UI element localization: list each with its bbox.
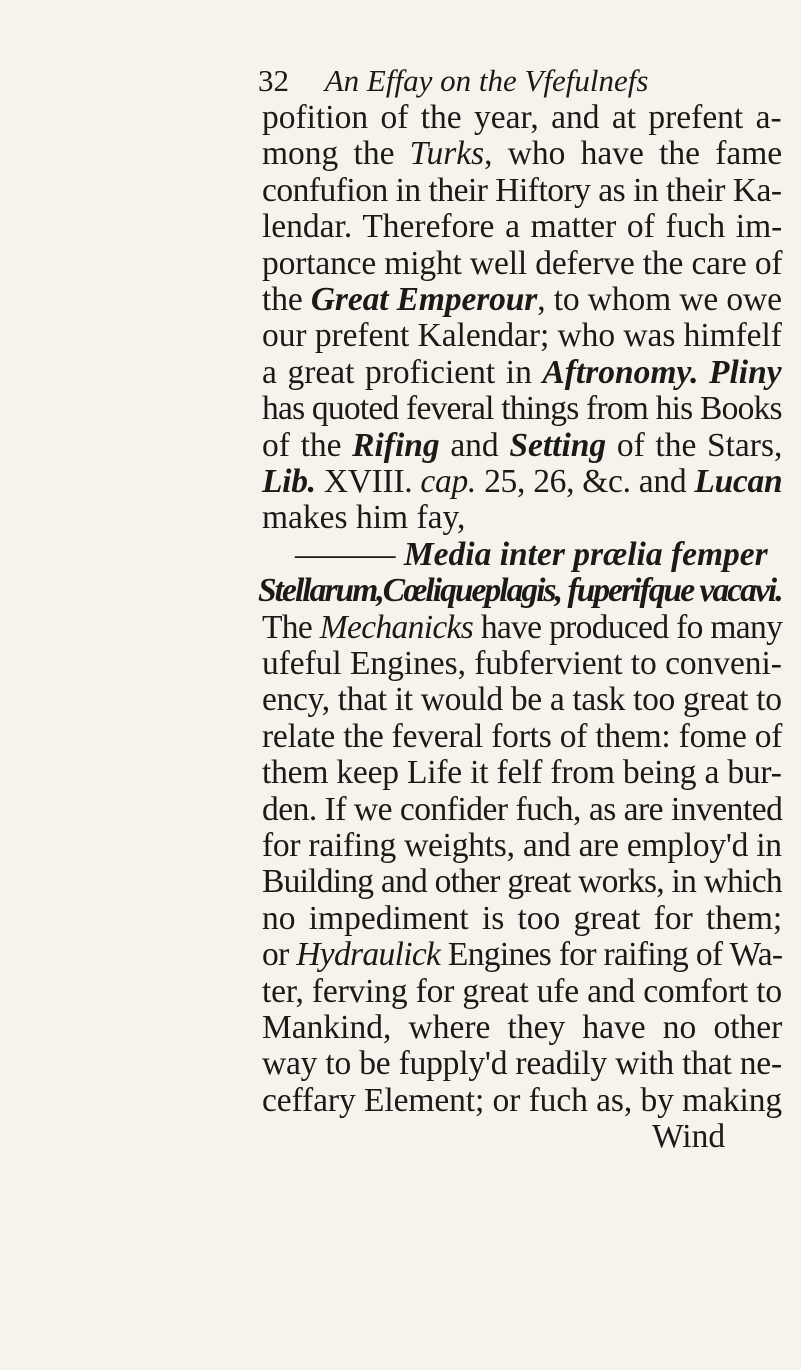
text-segment: or — [262, 936, 297, 974]
text-line — [262, 498, 465, 538]
text-line — [262, 389, 782, 429]
text-segment: 25, 26, &c. and — [476, 463, 695, 500]
text-segment: Engines for raifing of Wa- — [440, 936, 783, 974]
text-segment: portance might well deferve the care of — [262, 244, 783, 282]
text-segment: lendar. Therefore a matter of fuch im- — [262, 208, 783, 246]
text-line — [262, 826, 782, 866]
text-line — [262, 753, 782, 793]
text-segment: of the — [262, 426, 353, 464]
text-segment: our prefent Kalendar; who was himfelf — [262, 317, 782, 355]
italic-text: Great Emperour — [310, 281, 538, 318]
italic-text: Rifing — [352, 426, 440, 464]
text-line — [262, 207, 782, 247]
text-line — [262, 1081, 782, 1121]
text-segment: pofition of the year, and at prefent a- — [262, 99, 782, 136]
text-segment: a great proficient in — [262, 353, 543, 391]
text-segment: XVIII. — [315, 463, 421, 500]
text-segment: mong the — [262, 135, 410, 173]
italic-text: Turks — [409, 135, 485, 173]
text-line — [262, 717, 782, 757]
text-line — [262, 1044, 782, 1084]
text-line — [262, 462, 782, 502]
text-segment: ceffary Element; or fuch as, by making — [262, 1081, 783, 1119]
text-line — [262, 862, 782, 902]
text-line — [262, 98, 782, 138]
text-segment: confufion in their Hiftory as in their Ka- — [262, 171, 782, 209]
text-line — [262, 316, 782, 356]
text-line — [295, 535, 768, 575]
text-segment: the — [262, 281, 311, 318]
page-header — [258, 62, 648, 100]
italic-text: cap. — [420, 463, 477, 500]
text-segment: , to whom we owe — [537, 281, 782, 318]
text-segment: way to be fupply'd readily with that ne- — [262, 1045, 782, 1083]
text-segment: ency, that it would be a task too great to — [262, 681, 782, 719]
italic-text: Lucan — [694, 463, 783, 500]
italic-text: Aftronomy. Pliny — [542, 353, 782, 391]
text-segment: den. If we confider fuch, as are invented — [262, 790, 783, 828]
text-segment: has quoted feveral things from his Books — [262, 390, 782, 428]
text-segment: ——— — [295, 535, 404, 573]
italic-text: Media inter prælia femper — [403, 535, 768, 573]
text-line — [262, 171, 782, 211]
text-segment: and — [439, 426, 510, 464]
italic-text: Hydraulick — [296, 936, 441, 974]
text-segment: ufeful Engines, fubfervient to conveni- — [262, 645, 782, 682]
text-segment: , who have the fame — [484, 135, 783, 173]
text-segment: Wind — [652, 1118, 726, 1156]
text-line — [262, 353, 782, 393]
text-line — [262, 608, 782, 648]
text-line — [262, 1008, 782, 1048]
text-line — [262, 899, 782, 939]
text-line — [262, 280, 782, 320]
text-segment: of the Stars, — [606, 426, 783, 464]
text-segment: ter, ferving for great ufe and comfort to — [262, 972, 782, 1010]
text-segment: no impediment is too great for them; — [262, 899, 783, 937]
text-line — [262, 426, 782, 466]
text-segment: Mankind, where they have no other — [262, 1009, 783, 1046]
text-line — [262, 134, 782, 174]
italic-text: Stellarum,Cœliqueplagis, fuperifque vacavi. — [258, 572, 782, 610]
text-segment: relate the feveral forts of them: fome of — [262, 717, 783, 755]
italic-text: Setting — [509, 426, 607, 464]
running-title: An Effay on the Vfefulnefs — [324, 63, 649, 98]
text-line — [652, 1117, 725, 1157]
text-line — [262, 790, 782, 830]
text-line — [262, 244, 782, 284]
text-segment: makes him fay, — [262, 499, 466, 537]
text-segment: Building and other great works, in which — [262, 863, 782, 901]
text-line — [262, 972, 782, 1012]
page-number: 32 — [258, 63, 289, 98]
text-line — [258, 571, 782, 611]
text-segment: for raifing weights, and are employ'd in — [262, 827, 782, 864]
text-line — [262, 935, 782, 975]
text-line — [262, 680, 782, 720]
text-segment: The — [262, 608, 320, 646]
text-segment: have produced fo many — [473, 608, 783, 646]
text-segment: them keep Life it felf from being a bur- — [262, 754, 782, 792]
italic-text: Lib. — [262, 463, 316, 500]
italic-text: Mechanicks — [319, 608, 474, 646]
text-line — [262, 644, 782, 684]
